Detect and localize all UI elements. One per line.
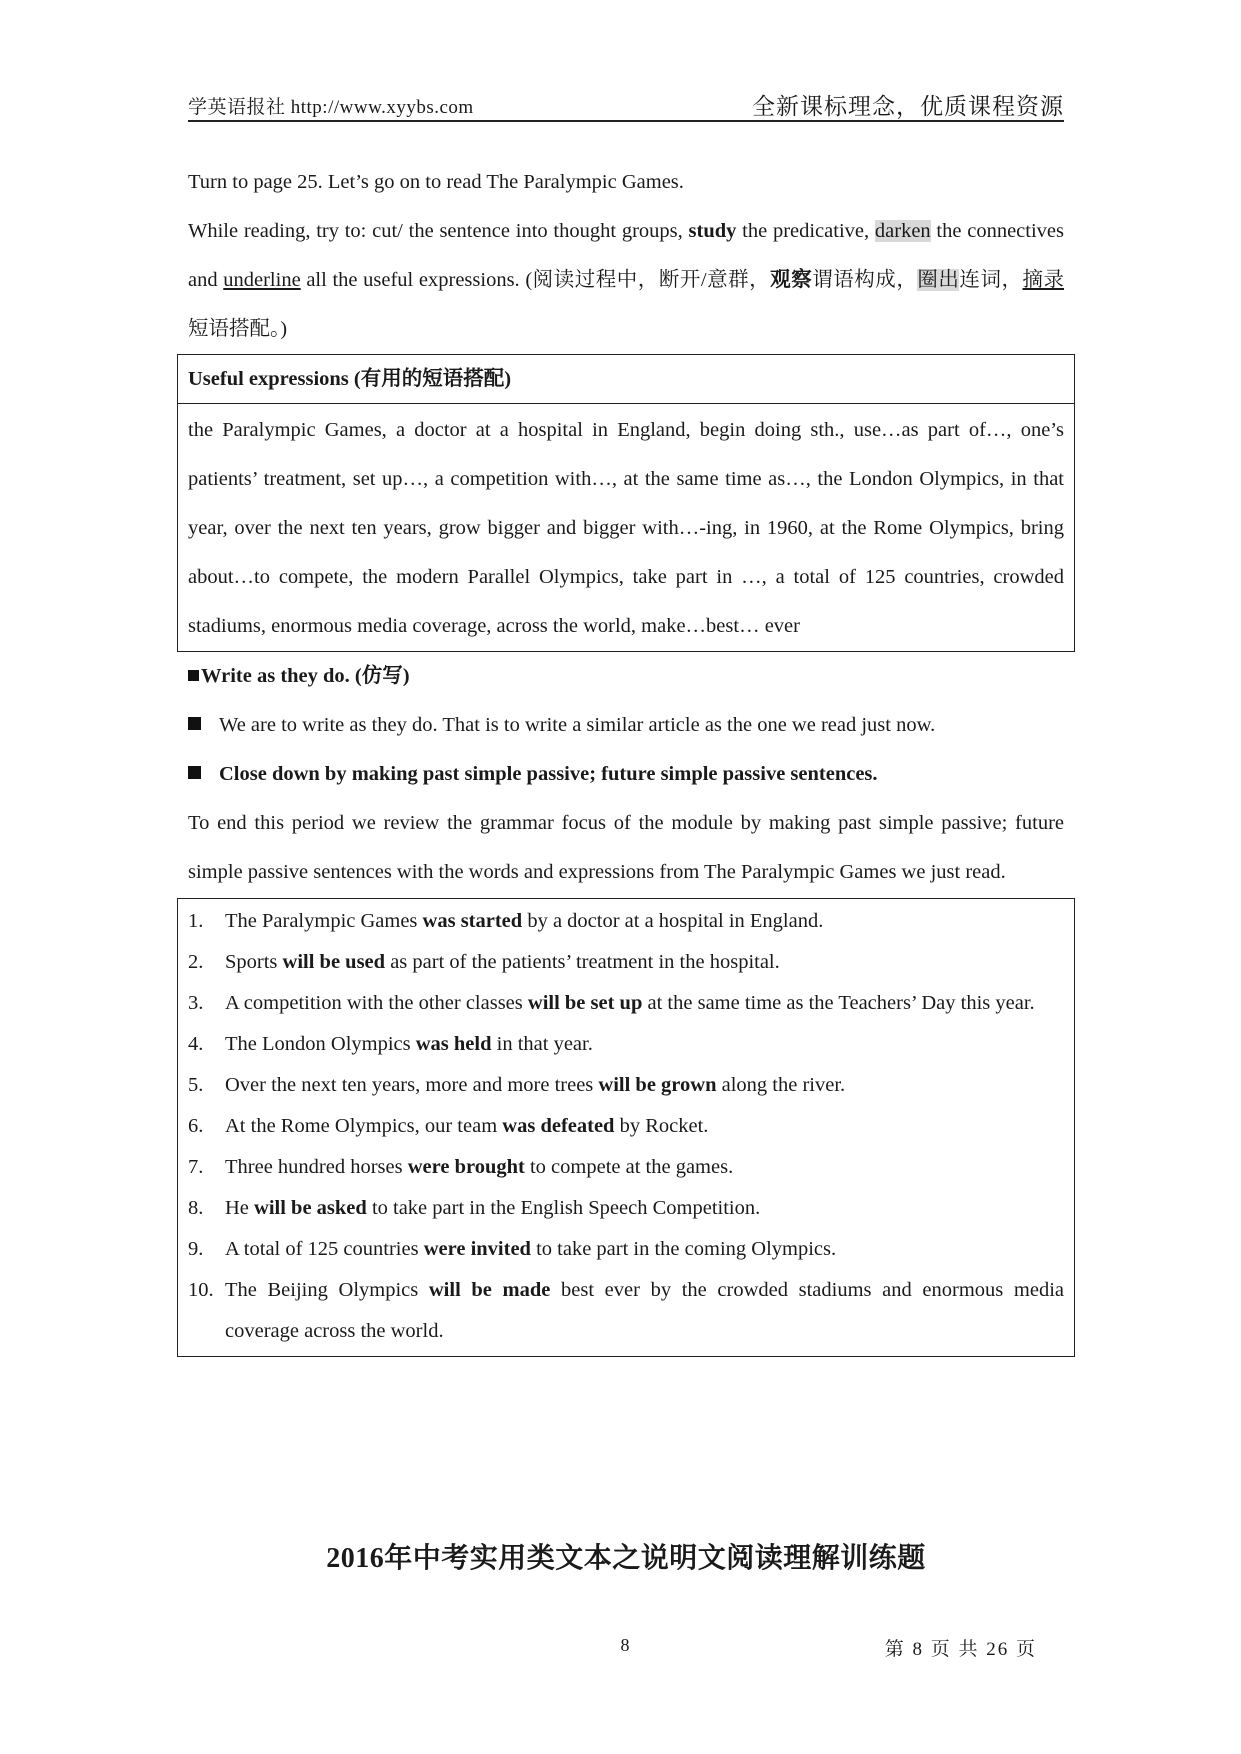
instr-underline: underline <box>223 269 301 291</box>
list-item-text <box>225 1106 1064 1147</box>
sentence-text: The Paralympic Games <box>225 910 423 932</box>
passive-verb: were invited <box>423 1238 531 1260</box>
sentence-text: along the river. <box>716 1074 846 1096</box>
sentence-text: to take part in the English Speech Competition. <box>366 1197 761 1219</box>
list-item-text <box>225 1065 1064 1106</box>
bullet-text: We are to write as they do. That is to write a similar article as the one we read just now. <box>219 714 936 736</box>
document-title: 2016年中考实用类文本之说明文阅读理解训练题 <box>326 1543 926 1574</box>
sentence-text: The Beijing Olympics <box>225 1279 429 1301</box>
list-item-text <box>225 1147 1064 1188</box>
bullet-item <box>188 750 1064 799</box>
list-item-number: 6. <box>188 1115 204 1137</box>
bullet-item <box>188 701 1064 750</box>
sentence-text: A competition with the other classes <box>225 992 528 1014</box>
instr-text: 谓语构成， <box>812 269 918 291</box>
list-item-number: 9. <box>188 1238 204 1260</box>
instr-text: all the useful expressions. (阅读过程中，断开/意群， <box>300 269 771 291</box>
page-content <box>188 158 1064 1357</box>
passive-verb: will be made <box>428 1279 551 1301</box>
bullet-text: Close down by making past simple passive; future simple passive sentences. <box>219 763 878 785</box>
passive-verb: will be asked <box>254 1197 367 1219</box>
list-item-number: 1. <box>188 910 204 932</box>
square-bullet-icon <box>188 670 199 681</box>
write-heading-text: Write as they do. (仿写) <box>201 665 410 687</box>
instr-zhailu: 摘录 <box>1022 269 1065 291</box>
square-bullet-icon <box>188 717 201 730</box>
list-item-text <box>225 942 1064 983</box>
sentence-text: Sports <box>225 951 283 973</box>
write-heading <box>188 652 1064 701</box>
sentence-text: The London Olympics <box>225 1033 416 1055</box>
sentence-text: At the Rome Olympics, our team <box>225 1115 503 1137</box>
sentence-text: He <box>225 1197 255 1219</box>
sentence-text: by Rocket. <box>614 1115 709 1137</box>
passive-verb: will be used <box>282 951 386 973</box>
sentence-text: in that year. <box>491 1033 593 1055</box>
sentence-text: to compete at the games. <box>524 1156 734 1178</box>
list-item <box>188 1147 1064 1188</box>
sentence-text: Three hundred horses <box>225 1156 408 1178</box>
list-item-text <box>225 1188 1064 1229</box>
list-item-text <box>225 1024 1064 1065</box>
passive-verb: was started <box>422 910 523 932</box>
instr-text: 短语搭配。) <box>188 318 288 340</box>
list-item-number: 8. <box>188 1197 204 1219</box>
sentence-text: A total of 125 countries <box>225 1238 424 1260</box>
list-item <box>188 1024 1064 1065</box>
instr-text: While reading, try to: cut/ the sentence into thought groups, <box>188 220 689 242</box>
list-item-number: 3. <box>188 992 204 1014</box>
list-item-number: 10. <box>188 1279 214 1301</box>
list-item-text <box>225 901 1064 942</box>
instr-guancha: 观察 <box>770 269 813 291</box>
list-item-number: 2. <box>188 951 204 973</box>
sentence-text: Over the next ten years, more and more trees <box>225 1074 599 1096</box>
list-item-text <box>225 1270 1064 1352</box>
reading-instructions <box>188 207 1064 354</box>
list-item-text <box>225 1229 1064 1270</box>
useful-expressions-body: the Paralympic Games, a doctor at a hospital in England, begin doing sth., use…as part of…, one’s patients’ treatment, set up…, a competition with…, at the same time as…, the London Olympics, in that year, over the next ten years, grow bigger and bigger with…-ing, in 1960, at the Rome Olympics, bring about…to compete, the modern Parallel Olympics, take part in …, a total of 125 countries, crowded stadiums, enormous media coverage, across the world, make…best… ever <box>188 419 1064 637</box>
sentence-text: by a doctor at a hospital in England. <box>522 910 824 932</box>
list-item <box>188 1106 1064 1147</box>
sentence-text: at the same time as the Teachers’ Day this year. <box>642 992 1035 1014</box>
footer-page-number: 8 <box>620 1635 630 1655</box>
passive-verb: will be set up <box>527 992 643 1014</box>
instr-darken: darken <box>874 220 931 242</box>
list-item <box>188 942 1064 983</box>
instr-text: 连词， <box>959 269 1023 291</box>
header-slogan: 全新课标理念，优质课程资源 <box>752 94 1064 119</box>
review-paragraph: To end this period we review the grammar focus of the module by making past simple passive; future simple passive sentences with the words and expressions from The Paralympic Games we just read. <box>188 812 1064 883</box>
header-publisher: 学英语报社 http://www.xyybs.com <box>188 97 474 118</box>
list-item <box>188 901 1064 942</box>
passive-verb: was held <box>415 1033 492 1055</box>
list-item <box>188 1270 1064 1352</box>
instr-study: study <box>688 220 737 242</box>
list-item <box>188 1188 1064 1229</box>
list-item-number: 4. <box>188 1033 204 1055</box>
square-bullet-icon <box>188 766 201 779</box>
passive-sentences-box <box>177 898 1075 1357</box>
list-item-number: 7. <box>188 1156 204 1178</box>
list-item <box>188 1065 1064 1106</box>
list-item-number: 5. <box>188 1074 204 1096</box>
list-item <box>188 1229 1064 1270</box>
instr-quanchu: 圈出 <box>917 269 960 291</box>
page-header <box>188 86 1064 122</box>
sentence-text: as part of the patients’ treatment in the hospital. <box>385 951 780 973</box>
instr-text: the connectives and <box>188 220 1064 291</box>
intro-line: Turn to page 25. Let’s go on to read The Paralympic Games. <box>188 171 684 193</box>
list-item-text <box>225 983 1064 1024</box>
passive-verb: was defeated <box>502 1115 615 1137</box>
sentence-text: best ever by the crowded stadiums and enormous media coverage across the world. <box>225 1279 1064 1342</box>
useful-expressions-box <box>177 354 1075 652</box>
useful-expressions-heading: Useful expressions (有用的短语搭配) <box>178 355 1074 404</box>
sentence-text: to take part in the coming Olympics. <box>530 1238 837 1260</box>
passive-verb: were brought <box>407 1156 525 1178</box>
list-item <box>188 983 1064 1024</box>
footer-page-info: 第 8 页 共 26 页 <box>884 1639 1037 1660</box>
instr-text: the predicative, <box>736 220 875 242</box>
passive-verb: will be grown <box>598 1074 717 1096</box>
